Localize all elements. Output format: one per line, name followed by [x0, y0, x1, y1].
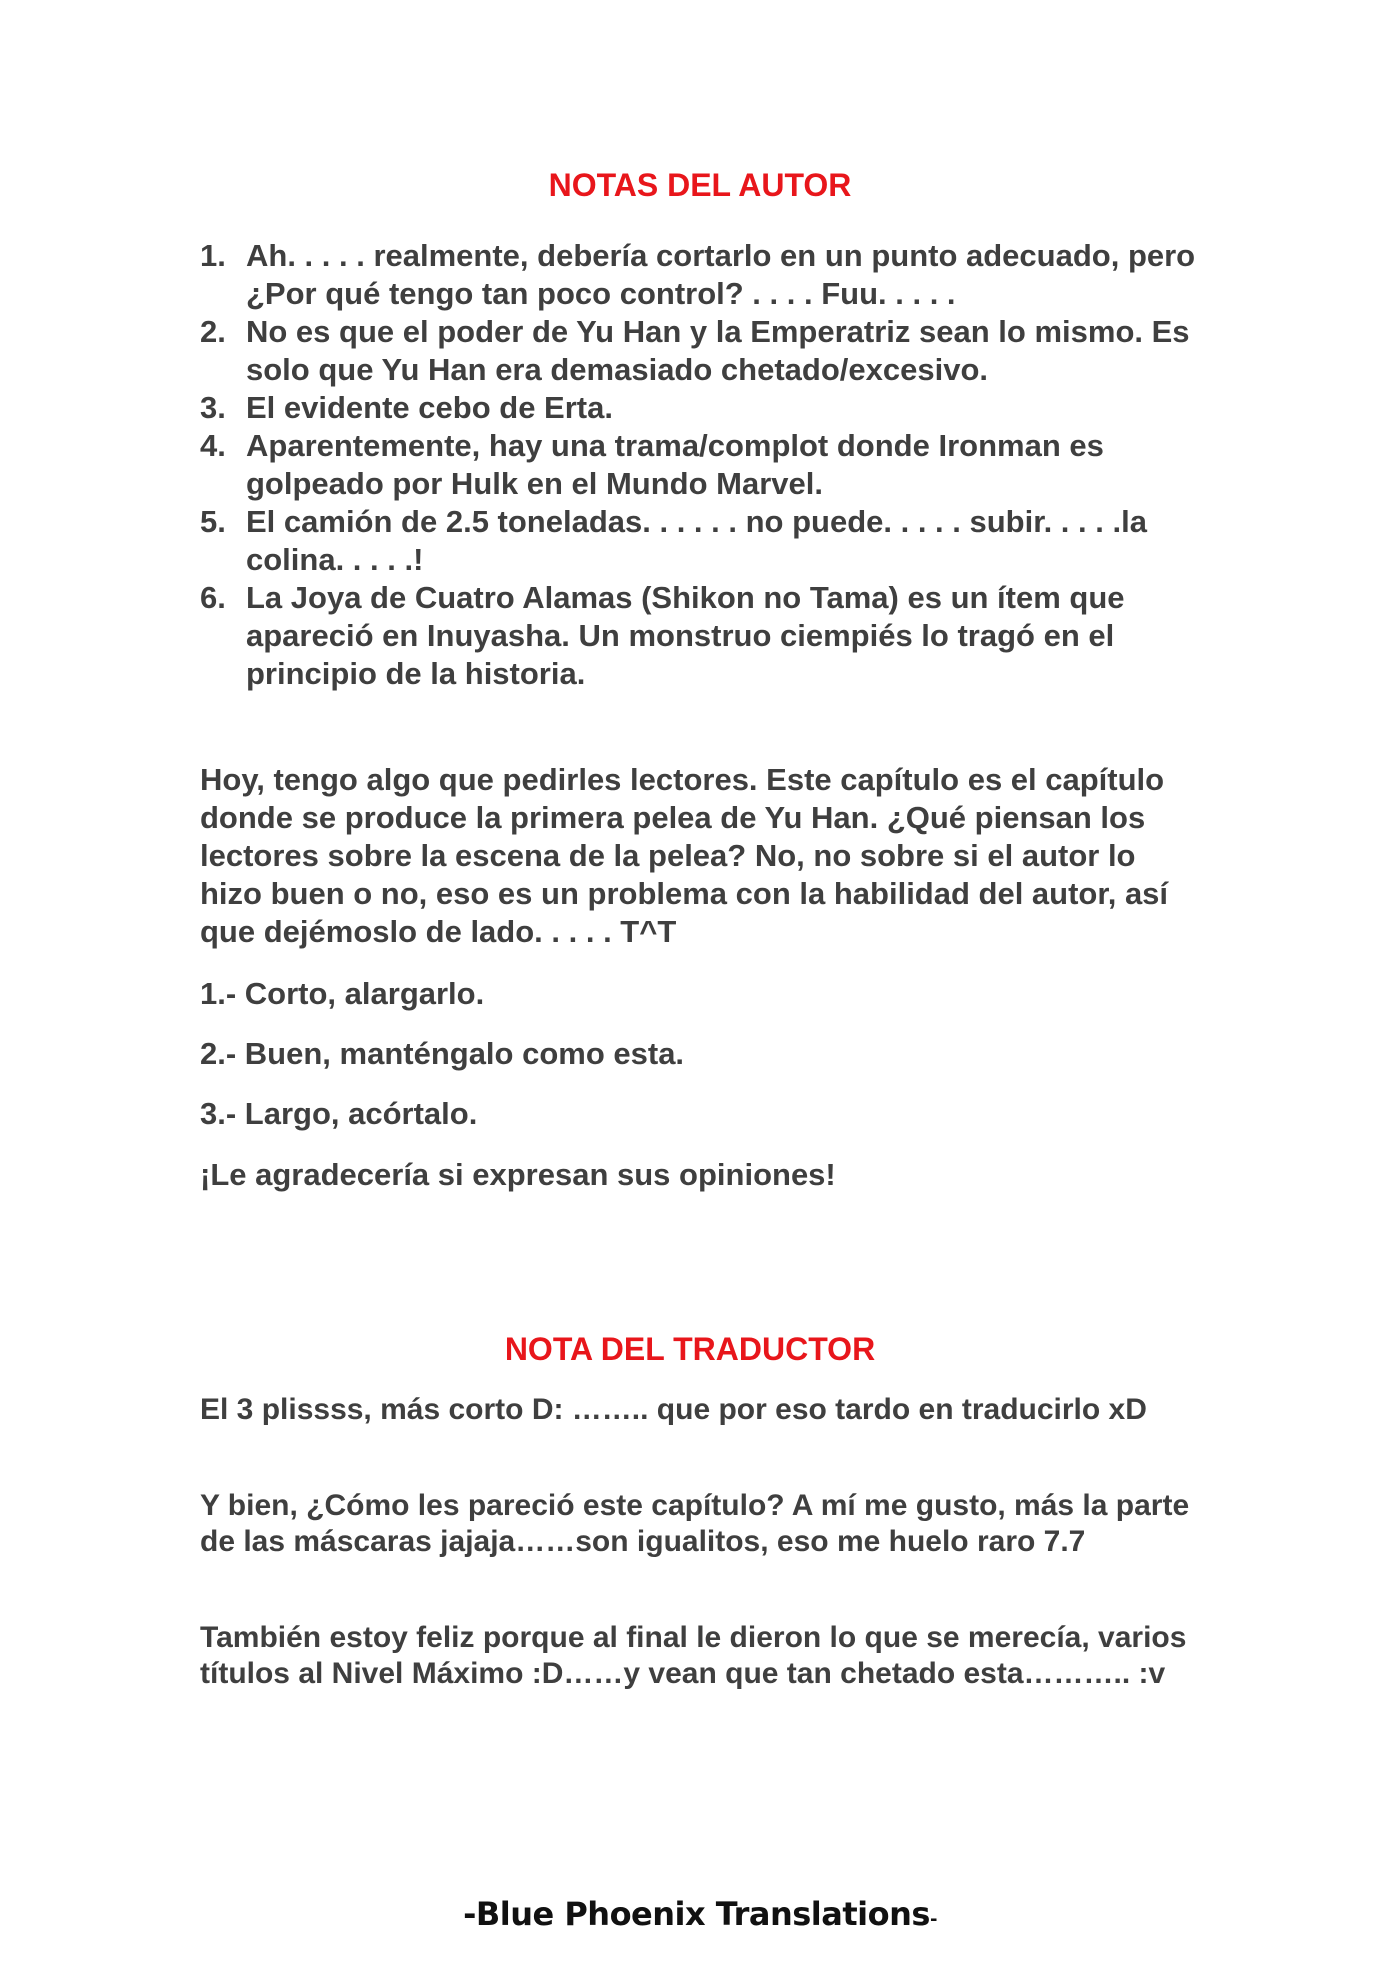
list-item-number: 2. — [200, 314, 226, 349]
author-closing-line: ¡Le agradecería si expresan sus opiniones! — [200, 1157, 836, 1192]
list-item — [200, 237, 1200, 313]
list-item-number: 5. — [200, 504, 226, 539]
list-item-number: 4. — [200, 428, 226, 463]
poll-option-1: 1.- Corto, alargarlo. — [200, 976, 485, 1011]
list-item — [200, 503, 1200, 579]
footer-suffix: - — [929, 1909, 937, 1930]
list-item — [200, 313, 1200, 389]
list-item-number: 1. — [200, 238, 226, 273]
list-item-number: 6. — [200, 580, 226, 615]
list-item — [200, 579, 1200, 693]
poll-option-3: 3.- Largo, acórtalo. — [200, 1096, 478, 1131]
author-notes-heading: NOTAS DEL AUTOR — [548, 167, 852, 203]
footer-prefix: - — [463, 1895, 476, 1933]
author-notes-list — [200, 237, 1200, 693]
list-item — [200, 427, 1200, 503]
poll-option-2: 2.- Buen, manténgalo como esta. — [200, 1036, 685, 1071]
list-item-text: El evidente cebo de Erta. — [246, 390, 613, 425]
list-item-text: Ah. . . . . realmente, debería cortarlo en un punto adecuado, pero ¿Por qué tengo tan poco control? . . . . Fuu. . . . . — [246, 238, 1196, 311]
list-item-text: No es que el poder de Yu Han y la Emperatriz sean lo mismo. Es solo que Yu Han era demasiado chetado/excesivo. — [246, 314, 1190, 387]
list-item-text: El camión de 2.5 toneladas. . . . . . no puede. . . . . subir. . . . .la colina. . . . .! — [246, 504, 1147, 577]
footer-signature — [0, 1894, 1400, 1940]
list-item — [200, 389, 1200, 427]
list-item-text: La Joya de Cuatro Alamas (Shikon no Tama) es un ítem que apareció en Inuyasha. Un monstruo ciempiés lo tragó en el principio de la historia. — [246, 580, 1125, 691]
translator-paragraph-2: Y bien, ¿Cómo les pareció este capítulo? A mí me gusto, más la parte de las máscaras jajaja……son igualitos, eso me huelo raro 7.7 — [200, 1489, 1190, 1558]
list-item-text: Aparentemente, hay una trama/complot donde Ironman es golpeado por Hulk en el Mundo Marvel. — [246, 428, 1104, 501]
translator-paragraph-1: El 3 plissss, más corto D: …….. que por eso tardo en traducirlo xD — [200, 1393, 1147, 1426]
author-request-paragraph: Hoy, tengo algo que pedirles lectores. Este capítulo es el capítulo donde se produce la primera pelea de Yu Han. ¿Qué piensan los lectores sobre la escena de la pelea? No, no sobre si el autor lo hizo buen o no, eso es un problema con la habilidad del autor, así que dejémoslo de lado. . . . . T^T — [200, 762, 1169, 949]
translator-notes-heading: NOTA DEL TRADUCTOR — [504, 1331, 876, 1367]
footer-text: Blue Phoenix Translations — [475, 1895, 930, 1933]
translator-paragraph-3: También estoy feliz porque al final le dieron lo que se merecía, varios títulos al Nivel Máximo :D……y vean que tan chetado esta……….. :v — [200, 1621, 1187, 1690]
list-item-number: 3. — [200, 390, 226, 425]
